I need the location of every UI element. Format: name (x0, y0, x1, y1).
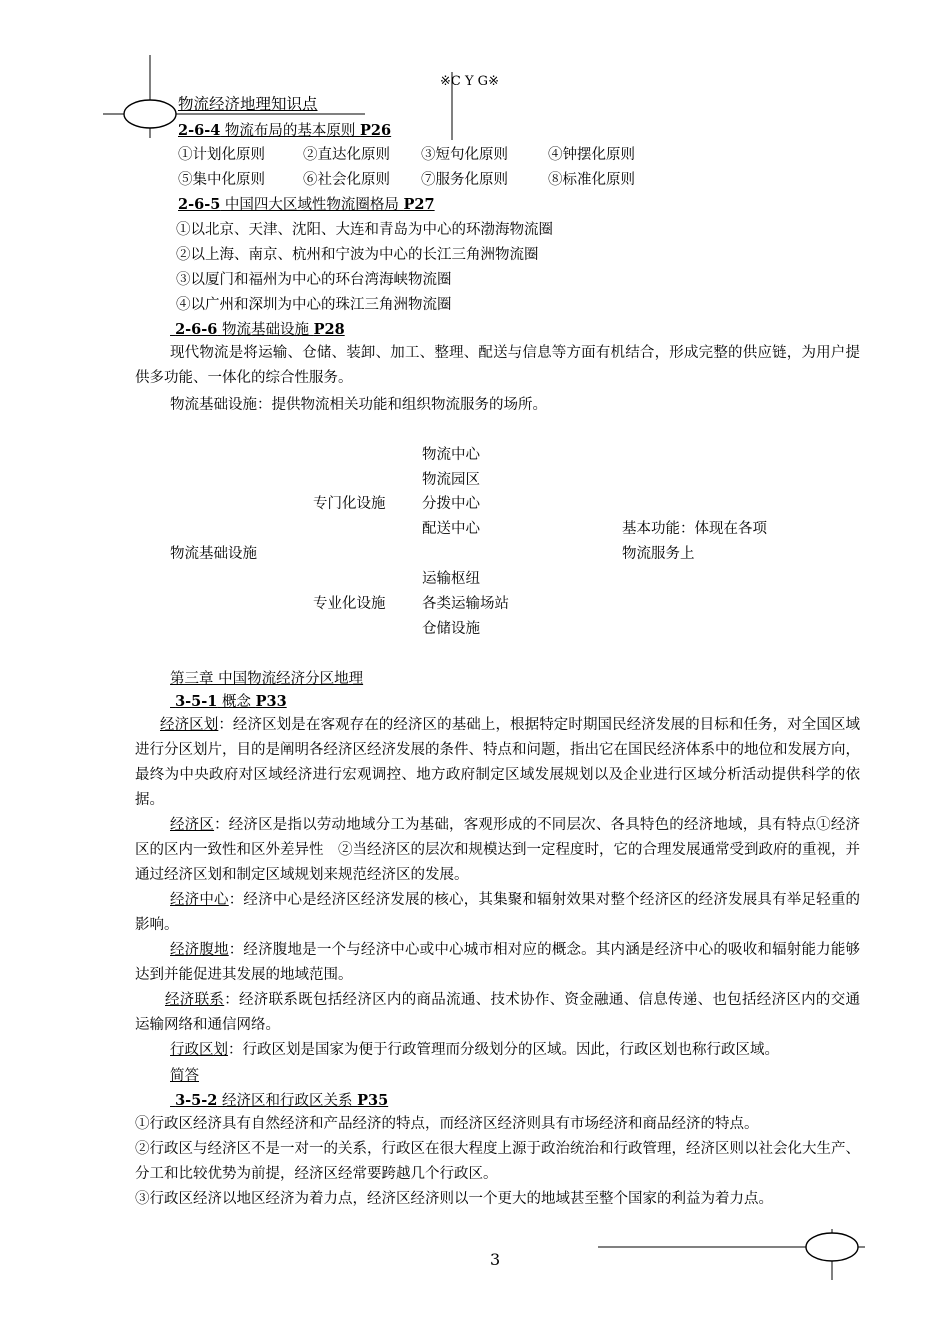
relation-3: ③行政区经济以地区经济为着力点，经济区经济则以一个更大的地域甚至整个国家的利益为着力点。 (135, 1191, 773, 1207)
infrastructure-definition: 物流基础设施：提供物流相关功能和组织物流服务的场所。 (170, 397, 547, 413)
principle-1: ①计划化原则 (178, 147, 265, 163)
modern-logistics-paragraph: 现代物流是将运输、仓储、装卸、加工、整理、配送与信息等方面有机结合，形成完整的供应链，为用户提供多功能、一体化的综合性服务。 (135, 345, 860, 386)
term: 经济区划 (160, 717, 219, 733)
chapter-3-title: 第三章 中国物流经济分区地理 (170, 671, 364, 687)
tree-item-transport-hub: 运输枢纽 (422, 571, 480, 587)
page-number: 3 (490, 1250, 501, 1269)
principle-8: ⑧标准化原则 (548, 172, 635, 188)
principle-3: ③短句化原则 (421, 147, 508, 163)
document-title: 物流经济地理知识点 (178, 95, 318, 113)
tree-item-logistics-center: 物流中心 (422, 447, 480, 463)
tree-root: 物流基础设施 (170, 546, 257, 562)
relation-1: ①行政区经济具有自然经济和产品经济的特点，而经济区经济则具有市场经济和商品经济的特点。 (135, 1116, 759, 1132)
principle-4: ④钟摆化原则 (548, 147, 635, 163)
term: 经济区 (170, 817, 215, 833)
logistics-circle-2: ②以上海、南京、杭州和宁波为中心的长江三角洲物流圈 (176, 247, 539, 263)
heading-3-5-2: 3-5-2 经济区和行政区关系 P35 (175, 1092, 389, 1109)
term: 行政区划 (170, 1042, 228, 1058)
heading-2-6-6: 2-6-6 物流基础设施 P28 (175, 321, 345, 338)
logistics-circle-3: ③以厦门和福州为中心的环台湾海峡物流圈 (176, 272, 452, 288)
logistics-circle-1: ①以北京、天津、沈阳、大连和青岛为中心的环渤海物流圈 (176, 222, 553, 238)
def-economic-links: 经济联系：经济联系既包括经济区内的商品流通、技术协作、资金融通、信息传递、也包括经济区内的交通运输网络和通信网络。 (135, 992, 861, 1033)
footer-ornament (590, 1225, 890, 1285)
principle-7: ⑦服务化原则 (421, 172, 508, 188)
header-ornament (0, 0, 480, 140)
def-economic-zoning: 经济区划：经济区划是在客观存在的经济区的基础上，根据特定时期国民经济发展的目标和任务，对全国区域进行分区划片，目的是阐明各经济区经济发展的条件、特点和问题，指出它在国民经济体系中的地位和发展方向，最终为中央政府对区域经济进行宏观调控、地方政府制定区域发展规划以及企业进行区域分析活动提供科学的依据。 (135, 717, 860, 808)
logistics-circle-4: ④以广州和深圳为中心的珠江三角洲物流圈 (176, 297, 452, 313)
principle-5: ⑤集中化原则 (178, 172, 265, 188)
principle-6: ⑥社会化原则 (303, 172, 390, 188)
tree-note-line-1: 基本功能：体现在各项 (622, 521, 767, 537)
tree-item-transport-stations: 各类运输场站 (422, 596, 509, 612)
short-answer-label: 简答 (170, 1068, 199, 1084)
relation-2: ②行政区与经济区不是一对一的关系，行政区在很大程度上源于政治统治和行政管理，经济区则以社会化大生产、分工和比较优势为前提，经济区经常要跨越几个行政区。 (135, 1141, 860, 1182)
heading-2-6-5: 2-6-5 中国四大区域性物流圈格局 P27 (178, 196, 435, 213)
heading-3-5-1: 3-5-1 概念 P33 (175, 693, 287, 710)
def-economic-zone: 经济区：经济区是指以劳动地域分工为基础，客观形成的不同层次、各具特色的经济地域，具有特点①经济区的区内一致性和区外差异性 ②当经济区的层次和规模达到一定程度时，它的合理发展通常受到政府的重视，并通过经济区划和制定区域规划来规范经济区的发展。 (135, 817, 861, 883)
tree-branch-specialized: 专门化设施 (313, 496, 386, 512)
tree-item-delivery-center: 配送中心 (422, 521, 480, 537)
tree-item-distribution-hub: 分拨中心 (422, 496, 480, 512)
tree-item-warehousing: 仓储设施 (422, 621, 480, 637)
tree-item-logistics-park: 物流园区 (422, 472, 480, 488)
term: 经济联系 (165, 992, 225, 1008)
def-administrative-division: 行政区划：行政区划是国家为便于行政管理而分级划分的区域。因此，行政区划也称行政区域。 (170, 1042, 779, 1058)
header-mark: ※C Y G※ (440, 74, 499, 89)
term: 经济腹地 (170, 942, 229, 958)
tree-branch-professional: 专业化设施 (313, 596, 386, 612)
heading-2-6-4: 2-6-4 物流布局的基本原则 P26 (178, 122, 392, 139)
tree-note-line-2: 物流服务上 (622, 546, 695, 562)
def-economic-hinterland: 经济腹地：经济腹地是一个与经济中心或中心城市相对应的概念。其内涵是经济中心的吸收和辐射能力能够达到并能促进其发展的地域范围。 (135, 942, 861, 983)
def-economic-center: 经济中心：经济中心是经济区经济发展的核心，其集聚和辐射效果对整个经济区的经济发展具有举足轻重的影响。 (135, 892, 861, 933)
principle-2: ②直达化原则 (303, 147, 390, 163)
term: 经济中心 (170, 892, 229, 908)
